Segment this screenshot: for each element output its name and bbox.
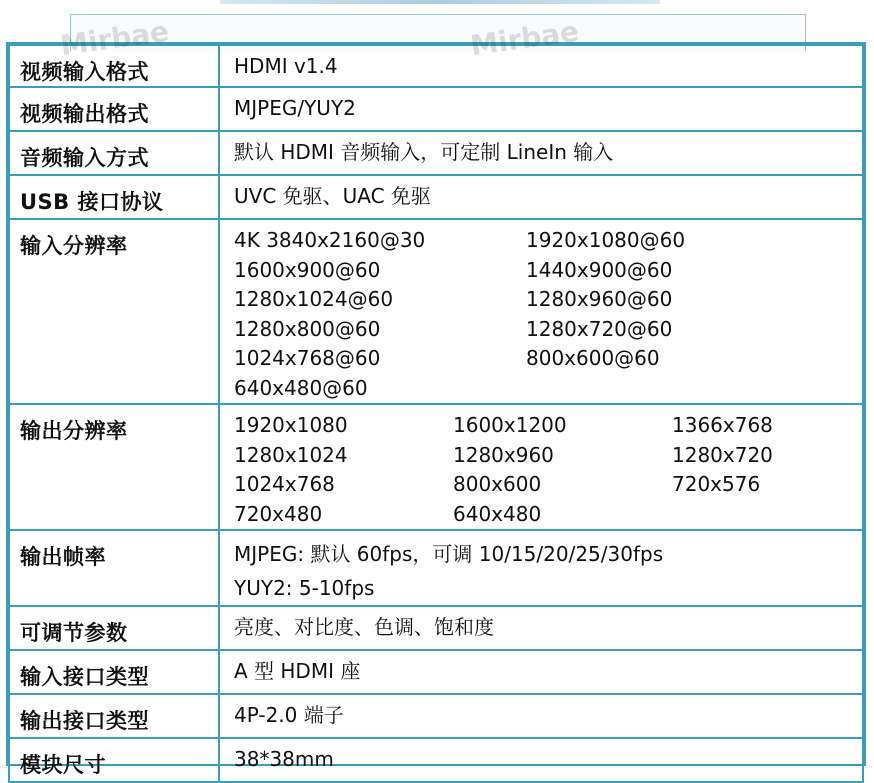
value-text: UVC 免驱、UAC 免驱 — [234, 184, 431, 208]
row-label: 视频输出格式 — [9, 87, 219, 131]
resolution-item: 800x600@60 — [526, 346, 660, 370]
value-text: 亮度、对比度、色调、饱和度 — [234, 615, 494, 639]
resolution-item: 1600x900@60 — [234, 257, 381, 282]
table-row — [9, 87, 863, 131]
resolution-item: 1280x720@60 — [526, 316, 673, 341]
table-row — [9, 738, 863, 782]
row-label: 输入接口类型 — [9, 650, 219, 694]
resolution-item: 1024x768 — [234, 472, 335, 496]
row-value — [219, 175, 863, 219]
value-text: MJPEG: 默认 60fps，可调 10/15/20/25/30fps — [234, 542, 664, 566]
row-label: 输入分辨率 — [9, 219, 219, 404]
resolution-item: 720x480 — [234, 501, 323, 526]
resolution-item: 640x480 — [453, 501, 542, 526]
table-row — [9, 404, 863, 530]
resolution-item: 720x576 — [672, 472, 761, 496]
spec-table — [8, 44, 864, 783]
resolution-item: 4K 3840x2160@30 — [234, 228, 426, 252]
top-accent-bar — [220, 0, 660, 4]
resolution-item: 1280x800@60 — [234, 316, 381, 341]
value-text: 默认 HDMI 音频输入，可定制 LineIn 输入 — [234, 140, 614, 164]
table-row — [9, 694, 863, 738]
table-row — [9, 175, 863, 219]
value-text: A 型 HDMI 座 — [234, 659, 361, 683]
value-text: MJPEG/YUY2 — [234, 96, 356, 120]
table-row — [9, 219, 863, 404]
row-label: 可调节参数 — [9, 606, 219, 650]
row-value — [219, 694, 863, 738]
row-value — [219, 45, 863, 87]
row-label: USB 接口协议 — [9, 175, 219, 219]
row-label: 输出接口类型 — [9, 694, 219, 738]
row-value — [219, 219, 863, 404]
table-row — [9, 45, 863, 87]
row-value — [219, 131, 863, 175]
resolution-item: 1280x1024@60 — [234, 287, 394, 311]
value-text: HDMI v1.4 — [234, 54, 338, 78]
resolution-item: 1280x960@60 — [526, 287, 673, 311]
value-text: YUY2: 5-10fps — [234, 576, 375, 600]
resolution-item: 640x480@60 — [234, 375, 368, 400]
row-label: 输出分辨率 — [9, 404, 219, 530]
table-row — [9, 131, 863, 175]
row-value — [219, 530, 863, 606]
value-text: 4P-2.0 端子 — [234, 703, 344, 727]
resolution-item: 1366x768 — [672, 413, 773, 437]
resolution-item: 1920x1080@60 — [526, 228, 686, 252]
table-row — [9, 650, 863, 694]
resolution-item: 1280x720 — [672, 442, 773, 467]
resolution-item: 1280x1024 — [234, 442, 348, 467]
row-label: 模块尺寸 — [9, 738, 219, 782]
resolution-item: 800x600 — [453, 472, 542, 496]
table-row — [9, 606, 863, 650]
resolution-item: 1024x768@60 — [234, 346, 381, 370]
row-value — [219, 650, 863, 694]
row-value — [219, 738, 863, 782]
table-row — [9, 530, 863, 606]
row-value — [219, 87, 863, 131]
row-label: 视频输入格式 — [9, 45, 219, 87]
row-label: 音频输入方式 — [9, 131, 219, 175]
resolution-item: 1600x1200 — [453, 413, 567, 437]
row-label: 输出帧率 — [9, 530, 219, 606]
resolution-item: 1280x960 — [453, 442, 554, 467]
value-text: 38*38mm — [234, 747, 334, 771]
resolution-item: 1920x1080 — [234, 413, 348, 437]
resolution-item: 1440x900@60 — [526, 257, 673, 282]
row-value — [219, 404, 863, 530]
spec-table-frame — [6, 42, 866, 777]
row-value — [219, 606, 863, 650]
